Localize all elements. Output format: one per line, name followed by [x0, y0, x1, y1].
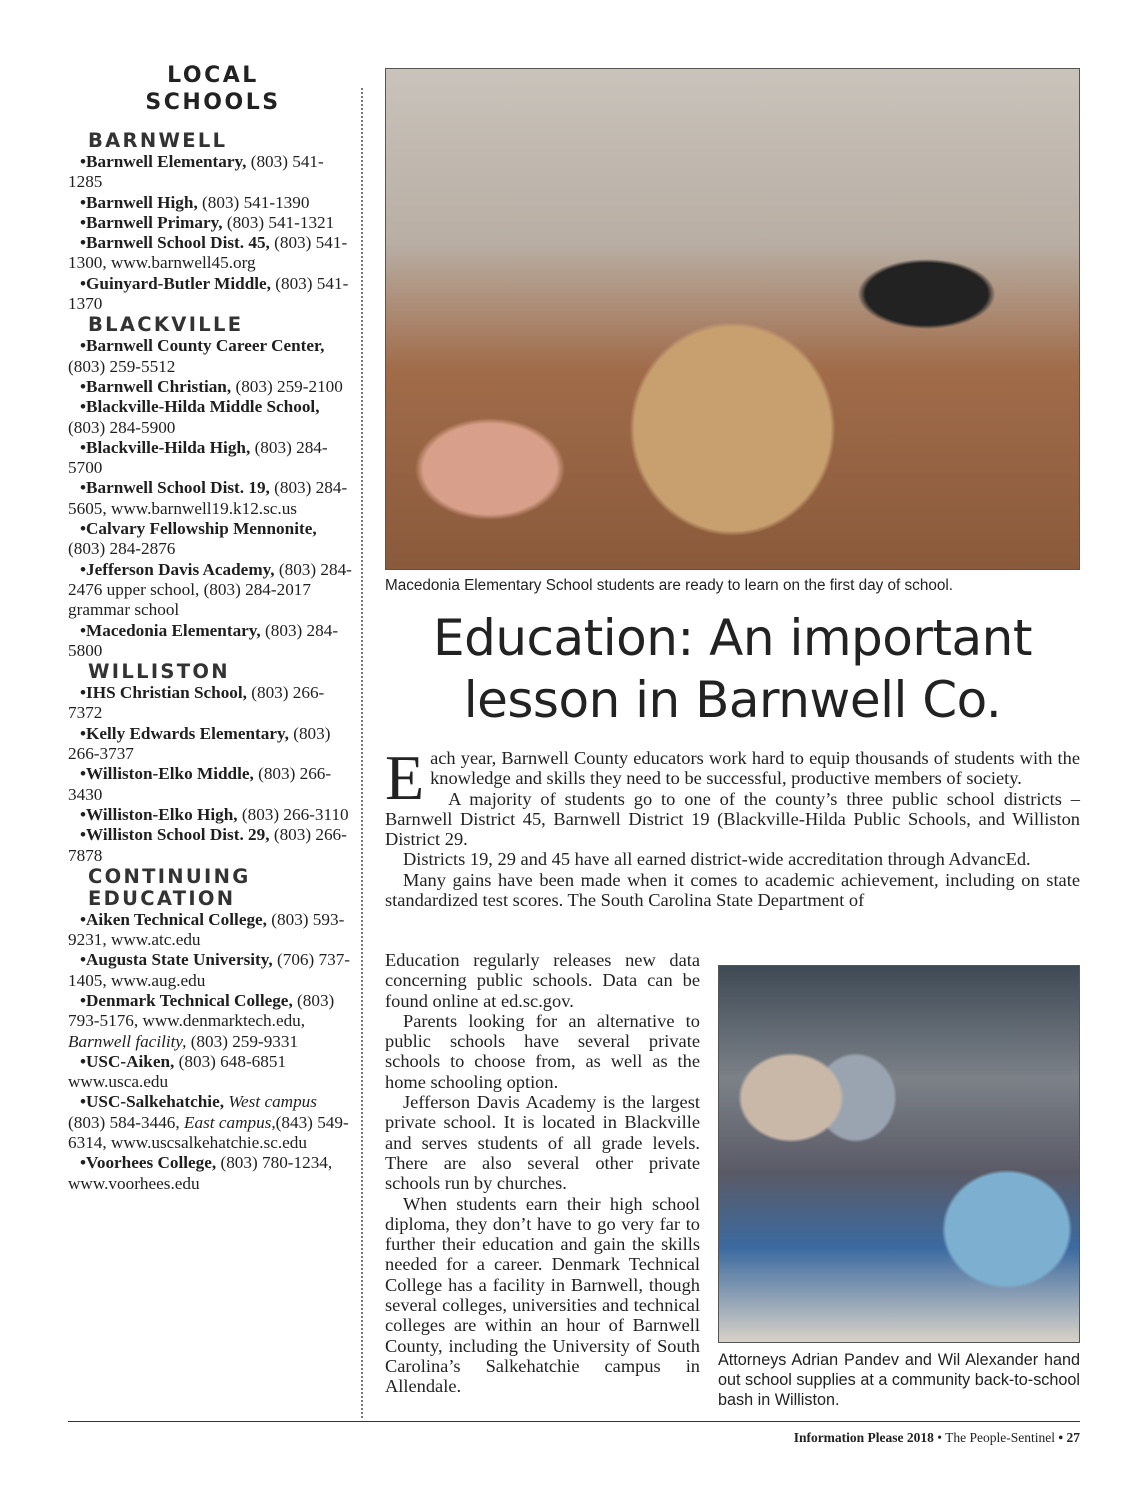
sidebar-section-heading: BLACKVILLE [88, 313, 244, 337]
school-name: •Macedonia Elementary, [80, 620, 261, 640]
school-contact: (803) 259-2100 [231, 376, 343, 396]
school-listing [68, 274, 358, 315]
photo-caption: Attorneys Adrian Pandev and Wil Alexander hand out school supplies at a community back-to-school bash in Williston. [718, 1351, 1080, 1409]
school-listing [68, 825, 358, 866]
sidebar-title-line: SCHOOLS [145, 90, 281, 115]
school-listing [68, 805, 358, 825]
school-contact: (803) 541-1321 [222, 212, 335, 232]
school-name: •Barnwell High, [80, 192, 198, 212]
school-contact: (803) 541-1300, www.barnwell45.org [68, 233, 348, 273]
school-name: •Williston School Dist. 29, [80, 825, 270, 845]
local-schools-sidebar [68, 62, 358, 1194]
school-contact: (803) 266-7878 [68, 825, 347, 865]
school-contact: West campus [224, 1092, 317, 1112]
school-contact: Barnwell facility, [68, 1031, 187, 1051]
article-paragraph [385, 789, 1080, 850]
article-paragraph: When students earn their high school diploma, they don’t have to go very far to further their education and gain the skills needed for a career. Denmark Technical College has a facility in Barnwell, though several colleges, universities and technical colleges are within an hour of Barnwell County, including the University of South Carolina’s Salkehatchie campus in Allendale. [385, 1193, 700, 1397]
school-listing [68, 193, 358, 213]
school-listing [68, 950, 358, 991]
school-name: •Denmark Technical College, [80, 990, 293, 1010]
school-name: •IHS Christian School, [80, 683, 247, 703]
school-name: •Barnwell Christian, [80, 376, 232, 396]
school-contact: East campus, [184, 1112, 276, 1132]
school-listing [68, 910, 358, 951]
article-paragraph [385, 742, 1080, 813]
school-listing [68, 991, 358, 1052]
article-paragraph: Parents looking for an alternative to public schools have several private schools to choose from, as well as the home schooling option. [385, 1010, 700, 1092]
school-listing [68, 519, 358, 560]
column-divider [361, 88, 363, 1418]
separator: • [933, 1430, 946, 1445]
school-contact: (803) 259-5512 [68, 356, 176, 376]
article-paragraph: Education regularly releases new data concerning public schools. Data can be found online at ed.sc.gov. [385, 950, 700, 1011]
school-contact: (803) 284-5800 [68, 620, 339, 660]
school-contact: (803) 259-9331 [186, 1031, 299, 1051]
publication-name: Information Please 2018 [793, 1430, 934, 1445]
classroom-photo [385, 68, 1080, 570]
school-listing [68, 478, 358, 519]
school-contact: (803) 584-3446, [68, 1112, 184, 1132]
school-listing [68, 152, 358, 193]
school-listing [68, 724, 358, 765]
paragraph-text: Districts 19, 29 and 45 have all earned district-wide accreditation through AdvancEd. [403, 849, 1031, 870]
separator: • [1055, 1430, 1067, 1445]
school-contact: (803) 266-3110 [237, 804, 349, 824]
school-name: •Kelly Edwards Elementary, [80, 723, 289, 743]
school-name: •Blackville-Hilda High, [80, 437, 251, 457]
page-number: 27 [1066, 1430, 1080, 1445]
school-name: •Jefferson Davis Academy, [80, 559, 275, 579]
sidebar-title [68, 62, 358, 116]
school-contact: (803) 541-1370 [68, 273, 349, 314]
article-paragraph [385, 849, 1080, 869]
paragraph-text: A majority of students go to one of the county’s three public school districts – Barnwell District 45, Barnwell District 19 (Blackville-Hilda Public Schools, and Williston District 29. [385, 788, 1080, 850]
school-name: •Barnwell School Dist. 19, [80, 478, 270, 498]
school-listing [68, 1092, 358, 1153]
school-listing [68, 683, 358, 724]
footer-rule [68, 1421, 1080, 1422]
article-column [385, 950, 700, 1397]
school-listing [68, 621, 358, 662]
school-contact: (803) 541-1285 [68, 152, 324, 192]
school-listing [68, 377, 358, 397]
school-contact: (803) 284-2476 upper school, (803) 284-2017 grammar school [68, 559, 352, 620]
school-contact: (803) 266-7372 [68, 683, 325, 723]
school-contact: (803) 284-2876 [68, 539, 176, 559]
school-name: •Calvary Fellowship Mennonite, [80, 519, 317, 539]
school-listing [68, 560, 358, 621]
sidebar-section-heading: WILLISTON [88, 660, 230, 684]
article-paragraph: Jefferson Davis Academy is the largest private school. It is located in Blackville and serves students of all grade levels. There are also several other private schools run by churches. [385, 1092, 700, 1194]
school-name: •Blackville-Hilda Middle School, [80, 397, 320, 417]
school-name: •Barnwell School Dist. 45, [80, 233, 270, 253]
school-contact: (706) 737-1405, www.aug.edu [68, 950, 351, 990]
school-contact: (803) 284-5900 [68, 417, 176, 437]
school-contact: (803) 284-5605, www.barnwell19.k12.sc.us [68, 478, 348, 518]
headline-line: Education: An important [433, 609, 1032, 667]
drop-cap: E [385, 742, 425, 813]
school-listing [68, 438, 358, 479]
school-listing [68, 397, 358, 438]
school-listing [68, 764, 358, 805]
school-name: •Barnwell Elementary, [80, 152, 247, 171]
sidebar-sections [68, 130, 358, 1194]
newspaper-name: The People-Sentinel [945, 1430, 1056, 1445]
school-contact: (803) 284-5700 [68, 437, 328, 478]
school-name: •Aiken Technical College, [80, 909, 267, 929]
article-paragraph [385, 870, 1080, 911]
school-contact: (803) 266-3737 [68, 723, 331, 764]
photo-caption: Macedonia Elementary School students are ready to learn on the first day of school. [385, 577, 954, 594]
school-name: •Barnwell County Career Center, [80, 336, 325, 356]
school-name: •Voorhees College, [80, 1153, 217, 1173]
paragraph-text: Many gains have been made when it comes to academic achievement, including on state standardized test scores. The South Carolina State Department of [385, 869, 1080, 911]
school-name: •Williston-Elko Middle, [80, 764, 254, 784]
sidebar-title-line: LOCAL [167, 63, 259, 88]
school-contact: (803) 793-5176, www.denmarktech.edu, [68, 990, 335, 1031]
sidebar-section-heading: BARNWELL [88, 129, 228, 152]
sidebar-section-heading: CONTINUING EDUCATION [88, 864, 251, 910]
school-contact: (803) 593-9231, www.atc.edu [68, 909, 345, 950]
headline-line: lesson in Barnwell Co. [463, 671, 1002, 729]
school-contact: (803) 780-1234, www.voorhees.edu [68, 1153, 333, 1193]
headline [385, 607, 1080, 731]
page-footer [794, 1430, 1080, 1446]
school-name: •Barnwell Primary, [80, 212, 223, 232]
school-contact: (803) 648-6851 www.usca.edu [68, 1051, 287, 1092]
paragraph-text: ach year, Barnwell County educators work hard to equip thousands of students with the knowledge and skills they need to be successful, productive members of society. [430, 748, 1080, 789]
school-listing [68, 1153, 358, 1194]
school-name: •Augusta State University, [80, 950, 273, 970]
school-listing [68, 213, 358, 233]
school-name: •Guinyard-Butler Middle, [80, 273, 271, 293]
school-contact: (803) 541-1390 [197, 192, 310, 212]
article-body [385, 742, 1080, 911]
school-listing [68, 336, 358, 377]
school-supplies-photo [718, 965, 1080, 1343]
school-contact: (803) 266-3430 [68, 764, 332, 804]
school-name: •Williston-Elko High, [80, 804, 238, 824]
school-name: •USC-Aiken, [80, 1051, 175, 1071]
school-listing [68, 1052, 358, 1093]
school-name: •USC-Salkehatchie, [80, 1092, 225, 1112]
school-listing [68, 233, 358, 274]
school-contact: (843) 549-6314, www.uscsalkehatchie.sc.edu [68, 1112, 349, 1153]
